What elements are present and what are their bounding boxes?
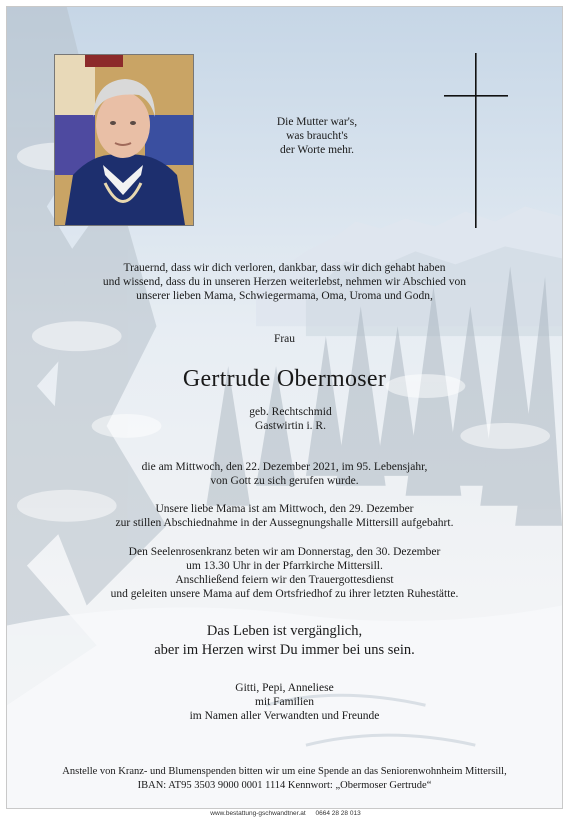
- memorial-motto: [7, 622, 562, 660]
- footer-phone: 0664 28 28 013: [315, 810, 361, 817]
- intro-text: [7, 261, 562, 303]
- viewing-line: zur stillen Abschiednahme in der Aussegnungshalle Mittersill aufgebahrt.: [115, 517, 454, 529]
- mourners-line: Gitti, Pepi, Anneliese: [235, 682, 334, 694]
- death-notice-line: von Gott zu sich gerufen wurde.: [210, 475, 359, 487]
- quote-line: Die Mutter war's,: [276, 116, 358, 128]
- salutation: Frau: [273, 333, 296, 345]
- death-notice: [7, 460, 562, 488]
- service-line: und geleiten unsere Mama auf dem Ortsfriedhof zu ihrer letzten Ruhestätte.: [110, 588, 459, 600]
- intro-line: unserer lieben Mama, Schwiegermama, Oma, Uroma und Godn,: [136, 290, 433, 302]
- viewing-info: [7, 502, 562, 530]
- donation-request: [7, 765, 562, 793]
- quote-line: der Worte mehr.: [280, 144, 354, 156]
- intro-line: und wissend, dass du in unseren Herzen weiterlebst, nehmen wir Abschied von: [102, 276, 467, 288]
- donation-line: IBAN: AT95 3503 9000 0001 1114 Kennwort: „Obermoser Gertrude“: [137, 780, 432, 791]
- viewing-line: Unsere liebe Mama ist am Mittwoch, den 29. Dezember: [155, 503, 414, 515]
- portrait-photo: [54, 54, 194, 226]
- quote-line: was braucht's: [286, 130, 348, 142]
- motto-line: aber im Herzen wirst Du immer bei uns sein.: [154, 642, 415, 658]
- service-line: Anschließend feiern wir den Trauergottesdienst: [175, 574, 394, 586]
- deceased-details: [13, 405, 563, 433]
- motto-line: Das Leben ist vergänglich,: [206, 623, 363, 639]
- mourners-line: im Namen aller Verwandten und Freunde: [189, 710, 380, 722]
- death-notice-line: die am Mittwoch, den 22. Dezember 2021, im 95. Lebensjahr,: [141, 461, 428, 473]
- donation-line: Anstelle von Kranz- und Blumenspenden bitten wir um eine Spende an das Seniorenwohnheim Mittersill,: [62, 766, 507, 777]
- mourners-line: mit Familien: [254, 696, 315, 708]
- cross-icon: [444, 53, 508, 228]
- footer-website[interactable]: www.bestattung-gschwandtner.at: [210, 810, 306, 817]
- deceased-name: Gertrude Obermoser: [182, 366, 387, 392]
- service-line: Den Seelenrosenkranz beten wir am Donnerstag, den 30. Dezember: [128, 546, 441, 558]
- service-info: [7, 545, 562, 601]
- service-line: um 13.30 Uhr in der Pfarrkirche Mittersill.: [186, 560, 383, 572]
- detail-line: geb. Rechtschmid: [249, 406, 332, 418]
- footer: [0, 809, 571, 819]
- mourners: [7, 681, 562, 723]
- intro-line: Trauernd, dass wir dich verloren, dankbar, dass wir dich gehabt haben: [123, 262, 446, 274]
- opening-quote: [237, 115, 397, 157]
- detail-line: Gastwirtin i. R.: [255, 420, 326, 432]
- obituary-card: [6, 6, 563, 809]
